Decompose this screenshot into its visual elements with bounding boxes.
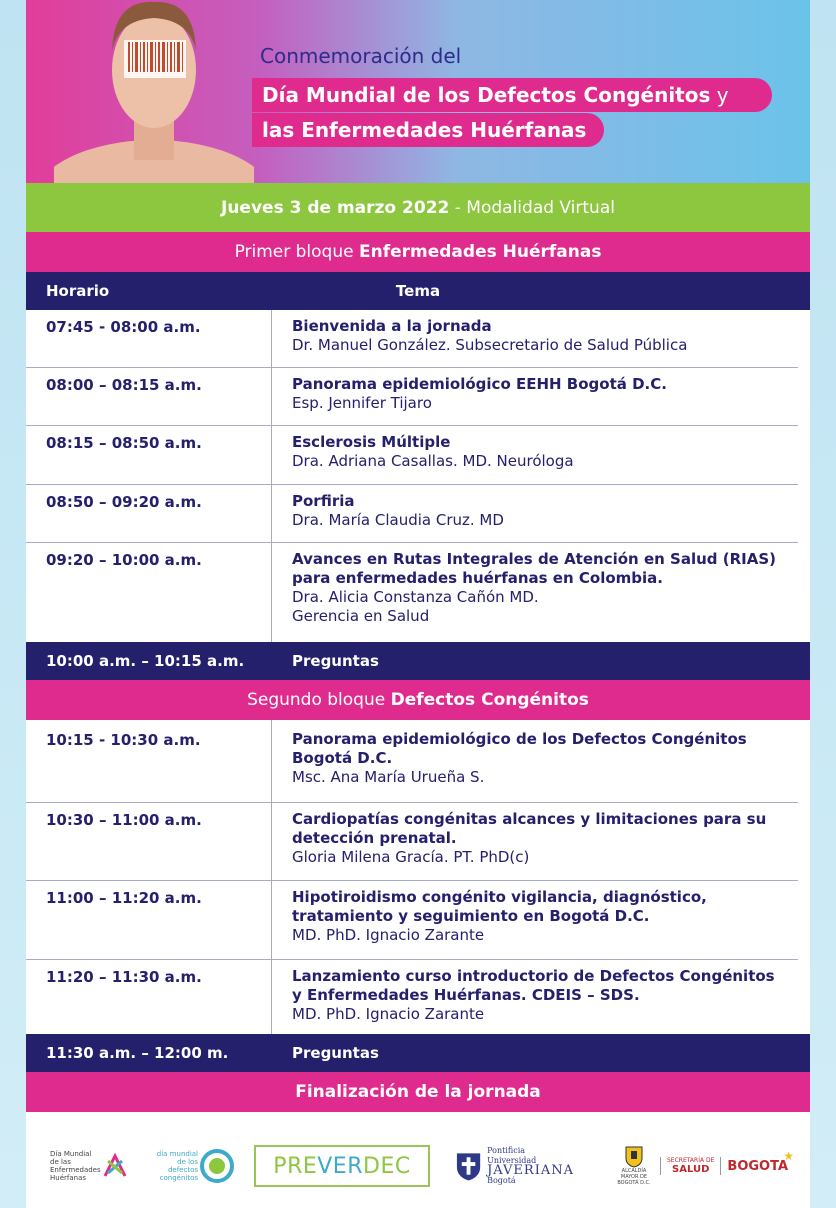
row-speaker: MD. PhD. Ignacio Zarante (292, 926, 485, 944)
row-topic (272, 720, 798, 802)
title-line-1 (252, 78, 772, 112)
col-header-topic: Tema (395, 282, 441, 300)
javeriana-logo (454, 1142, 574, 1190)
block2-prefix: Segundo bloque (247, 690, 391, 710)
commemoration-label: Conmemoración del (260, 44, 462, 68)
date-bar (26, 183, 810, 232)
row-time: 08:15 – 08:50 a.m. (26, 426, 272, 484)
table-row (26, 543, 798, 642)
alcaldia-text: ALCALDÍA MAYOR DE BOGOTÁ D.C. (617, 1168, 651, 1186)
event-date: Jueves 3 de marzo 2022 (221, 198, 450, 218)
table-row (26, 368, 798, 426)
table-row (26, 426, 798, 485)
row-speaker-role: Gerencia en Salud (292, 607, 430, 625)
row-time: 11:20 – 11:30 a.m. (26, 960, 272, 1034)
javeriana-line2: JAVERIANA (487, 1163, 574, 1178)
row-time: 07:45 - 08:00 a.m. (26, 310, 272, 367)
row-speaker: Gloria Milena Gracía. PT. PhD(c) (292, 848, 530, 866)
row-time: 11:00 – 11:20 a.m. (26, 881, 272, 959)
row-topic-title: Panorama epidemiológico de los Defectos Congénitos Bogotá D.C. (292, 730, 747, 767)
row-time: 09:20 – 10:00 a.m. (26, 543, 272, 642)
table-row (26, 310, 798, 368)
row-topic (272, 310, 798, 367)
alcaldia-logo (614, 1146, 654, 1186)
javeriana-line1: Pontificia Universidad (487, 1146, 537, 1165)
table-header (26, 272, 810, 310)
row-topic (272, 543, 798, 642)
javeriana-text (487, 1146, 574, 1186)
block2-name: Defectos Congénitos (390, 690, 589, 710)
bogota-logos (606, 1142, 796, 1190)
logo1-text: Día Mundial de las Enfermedades Huérfanas (50, 1150, 101, 1182)
col-header-time: Horario (46, 282, 110, 300)
block2-rows (26, 720, 810, 1034)
title-line-2: las Enfermedades Huérfanas (252, 113, 604, 147)
table-row (26, 720, 798, 803)
row-time: 08:00 – 08:15 a.m. (26, 368, 272, 425)
table-row (26, 881, 798, 960)
row-speaker: MD. PhD. Ignacio Zarante (292, 1005, 485, 1023)
table-row (26, 803, 798, 881)
table-row (26, 960, 798, 1034)
row-time: 08:50 – 09:20 a.m. (26, 485, 272, 542)
rare-diseases-ribbon-icon (100, 1151, 130, 1181)
questions-label: Preguntas (292, 652, 379, 670)
javeriana-crest-icon (454, 1149, 483, 1183)
row-speaker: Msc. Ana María Urueña S. (292, 768, 485, 786)
row-topic-title: Panorama epidemiológico EEHH Bogotá D.C. (292, 375, 667, 393)
block1-title (26, 232, 810, 272)
row-topic-title: Avances en Rutas Integrales de Atención en Salud (RIAS) para enfermedades huérfanas en Colombia. (292, 550, 776, 587)
closing-bar: Finalización de la jornada (26, 1072, 810, 1112)
preverdec-pre: PRE (273, 1153, 318, 1179)
javeriana-line3: Bogotá (487, 1176, 516, 1185)
rare-diseases-day-logo (50, 1142, 130, 1190)
preverdec-logo (254, 1145, 430, 1187)
secretaria-salud-logo (660, 1157, 721, 1175)
row-topic (272, 803, 798, 880)
row-topic (272, 485, 798, 542)
preverdec-dec: DEC (363, 1153, 411, 1179)
bogota-text: BOGOTA (727, 1158, 789, 1174)
row-topic-title: Hipotiroidismo congénito vigilancia, diagnóstico, tratamiento y seguimiento en Bogotá D.C. (292, 888, 707, 925)
birth-defects-circle-icon (198, 1147, 236, 1185)
row-speaker: Dr. Manuel González. Subsecretario de Salud Pública (292, 336, 688, 354)
secretaria-line1: SECRETARÍA DE (666, 1157, 715, 1164)
row-topic (272, 881, 798, 959)
row-topic (272, 426, 798, 484)
row-topic-title: Cardiopatías congénitas alcances y limitaciones para su detección prenatal. (292, 810, 767, 847)
title-line-1-and: y (710, 83, 729, 107)
row-speaker: Dra. Alicia Constanza Cañón MD. (292, 588, 539, 606)
bogota-shield-icon (625, 1146, 643, 1168)
row-topic (272, 960, 798, 1034)
block1-prefix: Primer bloque (234, 242, 359, 262)
title-line-1-bold: Día Mundial de los Defectos Congénitos (262, 83, 711, 107)
bogota-brand-logo (727, 1148, 795, 1174)
preverdec-ver: VER (317, 1153, 363, 1179)
questions-label: Preguntas (292, 1044, 379, 1062)
table-row (26, 485, 798, 543)
questions-bar-1 (26, 642, 810, 680)
logo2-text: día mundial de los defectos congénitos (156, 1150, 198, 1182)
person-illustration (54, 0, 254, 183)
block2-title (26, 680, 810, 720)
event-poster (26, 0, 810, 1208)
row-speaker: Dra. Adriana Casallas. MD. Neuróloga (292, 452, 574, 470)
block1-name: Enfermedades Huérfanas (358, 242, 602, 262)
row-topic-title: Esclerosis Múltiple (292, 433, 451, 451)
star-icon: ★ (783, 1148, 795, 1163)
row-topic-title: Lanzamiento curso introductorio de Defectos Congénitos y Enfermedades Huérfanas. CDEIS – SDS. (292, 967, 775, 1004)
row-topic (272, 368, 798, 425)
questions-time: 10:00 a.m. – 10:15 a.m. (46, 652, 245, 670)
row-topic-title: Porfiria (292, 492, 355, 510)
questions-bar-2 (26, 1034, 810, 1072)
secretaria-line2: SALUD (672, 1164, 710, 1175)
row-speaker: Dra. María Claudia Cruz. MD (292, 511, 504, 529)
poster-header (26, 0, 810, 183)
birth-defects-day-logo (156, 1142, 236, 1190)
block1-rows (26, 310, 810, 642)
row-time: 10:30 – 11:00 a.m. (26, 803, 272, 880)
row-speaker: Esp. Jennifer Tijaro (292, 394, 432, 412)
event-modality: - Modalidad Virtual (449, 198, 615, 218)
sponsor-footer (26, 1112, 810, 1208)
row-topic-title: Bienvenida a la jornada (292, 317, 492, 335)
questions-time: 11:30 a.m. – 12:00 m. (46, 1044, 229, 1062)
row-time: 10:15 - 10:30 a.m. (26, 720, 272, 802)
